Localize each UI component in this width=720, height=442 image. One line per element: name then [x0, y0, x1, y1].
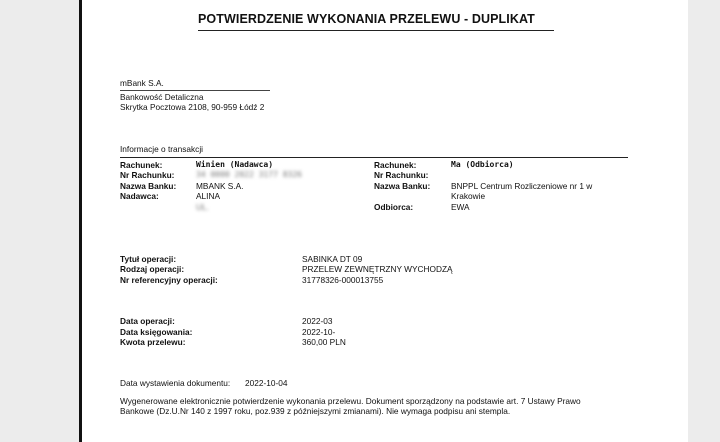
bank-address: Skrytka Pocztowa 2108, 90-959 Łódź 2: [120, 102, 265, 112]
sender-party-label: Nadawca:: [120, 191, 159, 201]
document-page: [82, 0, 688, 442]
operation-type-label: Rodzaj operacji:: [120, 264, 185, 274]
sender-bank-label: Nazwa Banku:: [120, 181, 177, 191]
operation-title-label: Tytuł operacji:: [120, 254, 177, 264]
booking-date-label: Data księgowania:: [120, 327, 193, 337]
recipient-rachunek-value: Ma (Odbiorca): [451, 160, 514, 169]
document-title: POTWIERDZENIE WYKONANIA PRZELEWU - DUPLIKAT: [198, 12, 535, 26]
sender-bank-value: MBANK S.A.: [196, 181, 244, 191]
sender-rachunek-value: Winien (Nadawca): [196, 160, 274, 169]
issue-date-label: Data wystawienia dokumentu:: [120, 378, 231, 388]
booking-date-value: 2022-10-: [302, 327, 336, 337]
info-header: Informacje o transakcji: [120, 144, 204, 154]
left-margin: [0, 0, 80, 442]
sender-nr-label: Nr Rachunku:: [120, 170, 175, 180]
sender-party-line2: UL.: [196, 202, 209, 212]
recipient-bank-label: Nazwa Banku:: [374, 181, 431, 191]
bank-divider: [120, 90, 270, 91]
operation-type-value: PRZELEW ZEWNĘTRZNY WYCHODZĄ: [302, 264, 453, 274]
bank-name: mBank S.A.: [120, 78, 164, 88]
operation-title-value: SABINKA DT 09: [302, 254, 363, 264]
info-divider: [120, 157, 628, 158]
sender-party-line1: ALINA: [196, 191, 220, 201]
title-underline: [198, 30, 554, 31]
issue-date-value: 2022-10-04: [245, 378, 288, 388]
sender-rachunek-label: Rachunek:: [120, 160, 163, 170]
recipient-party-label: Odbiorca:: [374, 202, 414, 212]
bank-department: Bankowość Detaliczna: [120, 92, 204, 102]
amount-label: Kwota przelewu:: [120, 337, 186, 347]
operation-date-value: 2022-03: [302, 316, 333, 326]
footer-line-1: Wygenerowane elektronicznie potwierdzenie wykonania przelewu. Dokument sporządzony na podstawie art. 7 Ustawy Prawo: [120, 396, 581, 406]
recipient-party-value: EWA: [451, 202, 470, 212]
sender-nr-value: 34 0000 2022 3177 8326: [196, 170, 302, 179]
right-margin: [688, 0, 720, 442]
footer-line-2: Bankowe (Dz.U.Nr 140 z 1997 roku, poz.939 z późniejszymi zmianami). Nie wymaga podpisu ani stempla.: [120, 406, 511, 416]
operation-ref-label: Nr referencyjny operacji:: [120, 275, 218, 285]
operation-date-label: Data operacji:: [120, 316, 175, 326]
recipient-rachunek-label: Rachunek:: [374, 160, 417, 170]
amount-value: 360,00 PLN: [302, 337, 346, 347]
recipient-bank-value-line1: BNPPL Centrum Rozliczeniowe nr 1 w: [451, 181, 593, 191]
recipient-bank-value-line2: Krakowie: [451, 191, 486, 201]
recipient-nr-label: Nr Rachunku:: [374, 170, 429, 180]
operation-ref-value: 31778326-000013755: [302, 275, 384, 285]
